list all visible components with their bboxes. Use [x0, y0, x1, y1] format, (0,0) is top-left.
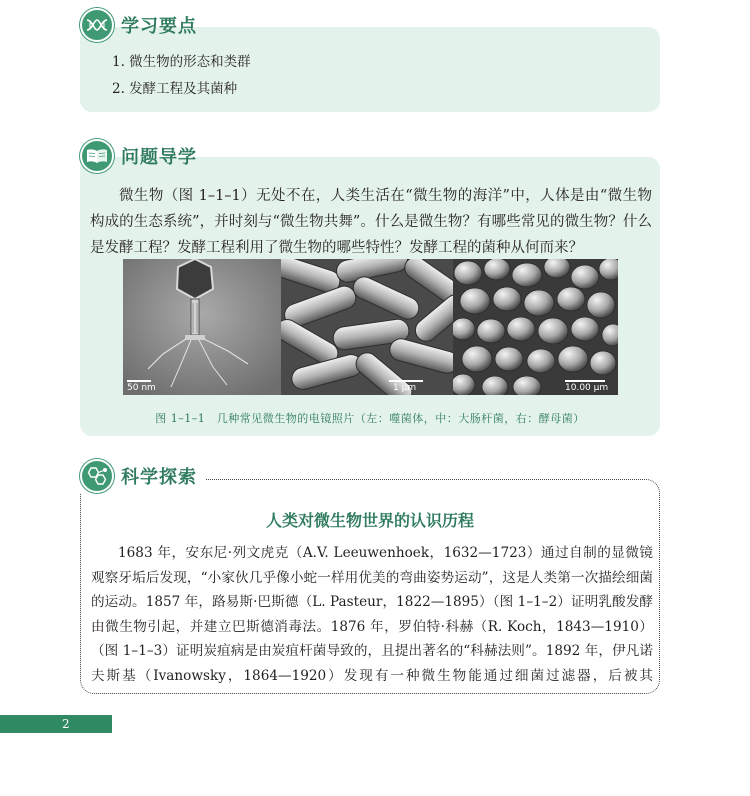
explore-title: 科学探索	[121, 467, 197, 488]
bacteriophage-photo	[123, 259, 281, 395]
explore-paragraph: 1683 年，安东尼·列文虎克（A.V. Leeuwenhoek，1632—1723）通过自制的显微镜观察牙垢后发现，“小家伙几乎像小蛇一样用优美的弯曲姿势运动”，这是人类第一次描绘细菌的运动。1857 年，路易斯·巴斯德（L. Pasteur，1822—1895）（图 1–1–2）证明乳酸发酵由微生物引起，并建立巴斯德消毒法。1876 年，罗伯特·科赫（R. Koch，1843—1910）（图 1–1–3）证明炭疽病是由炭疽杆菌导致的，且提出著名的“科赫法则”。1892 年，伊凡诺夫斯基（Ivanowsky，1864—1920）发现有一种微生物能通过细菌过滤器，后被其	[91, 545, 653, 684]
key-points-list	[112, 49, 251, 103]
scale-bar	[389, 380, 423, 382]
scale-label: 10.00 μm	[565, 383, 609, 393]
key-points-header	[80, 8, 197, 42]
key-points-title: 学习要点	[121, 16, 197, 37]
molecule-icon	[80, 459, 114, 493]
key-point-item: 1. 微生物的形态和类群	[112, 54, 251, 70]
explore-header	[80, 459, 205, 493]
guide-title: 问题导学	[121, 147, 197, 168]
micrograph-strip	[123, 259, 618, 395]
page-number-band	[0, 715, 112, 733]
guide-panel	[80, 157, 660, 436]
scale-label: 1 μm	[393, 383, 417, 393]
scale-bar	[127, 380, 151, 382]
e-coli-photo	[281, 259, 453, 395]
scale-label: 50 nm	[127, 383, 156, 393]
scale-bar	[565, 380, 605, 382]
guide-header	[80, 139, 197, 173]
open-book-icon	[80, 139, 114, 173]
page-number: 2	[62, 717, 70, 731]
explore-panel	[80, 479, 660, 694]
guide-paragraph: 微生物（图 1–1–1）无处不在，人类生活在“微生物的海洋”中，人体是由“微生物构成的生态系统”，并时刻与“微生物共舞”。什么是微生物？有哪些常见的微生物？什么是发酵工程？发酵工程利用了微生物的哪些特性？发酵工程的菌种从何而来？	[90, 188, 652, 256]
dna-icon	[80, 8, 114, 42]
figure-caption: 图 1–1–1 几种常见微生物的电镜照片（左：噬菌体，中：大肠杆菌，右：酵母菌）	[155, 412, 585, 425]
key-point-item: 2. 发酵工程及其菌种	[112, 81, 238, 97]
explore-heading: 人类对微生物世界的认识历程	[265, 511, 474, 530]
yeast-photo	[453, 259, 618, 395]
